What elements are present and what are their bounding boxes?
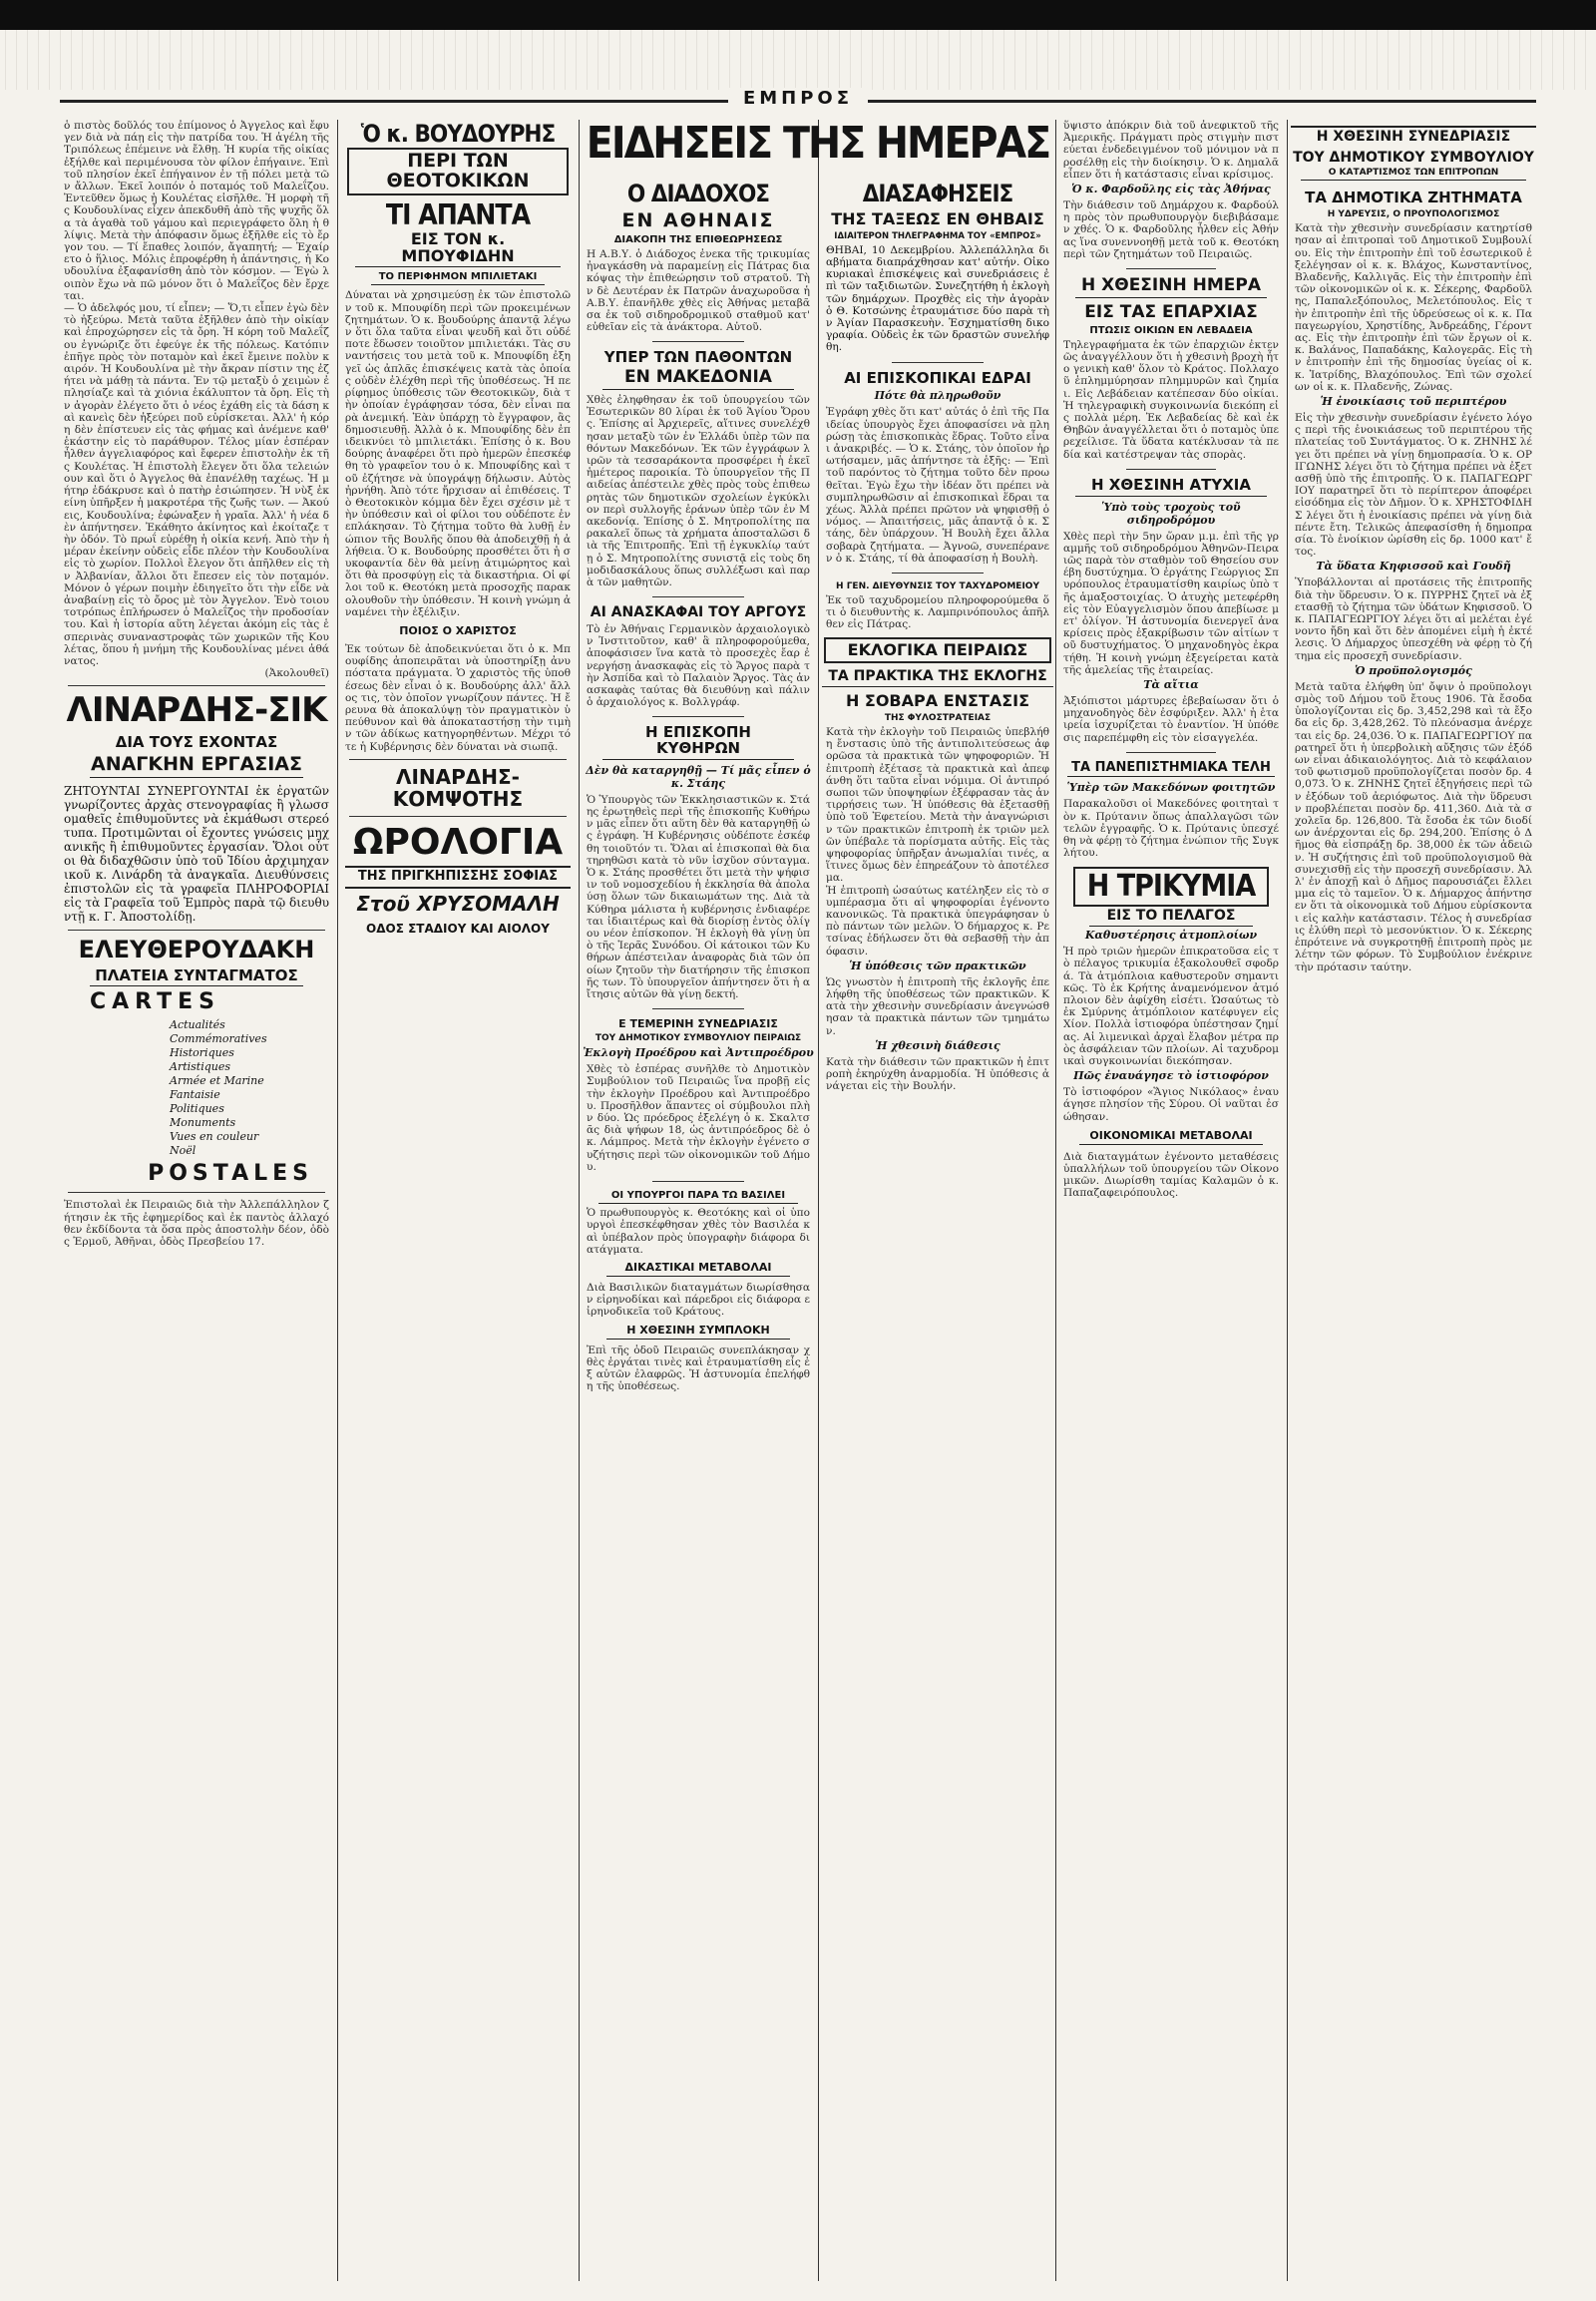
list-item: Vues en couleur	[170, 1130, 259, 1144]
headline-en-athinais: ΕΝ ΑΘΗΝΑΙΣ	[621, 209, 775, 231]
article-kythira-body: Ὁ Ὑπουργὸς τῶν Ἐκκλησιαστικῶν κ. Στάης ἐρωτηθεὶς περὶ τῆς ἐπισκοπῆς Κυθήρων μᾶς εἶπεν ὅτι αὕτη δὲν θὰ καταργηθῇ ὡς ἐγράφη. Ἡ Κυβέρνησις οὐδέποτε ἐσκέφθη τοιοῦτόν τι. Ὅλαι αἱ ἐπισκοπαὶ θὰ διατηρηθῶσι κατὰ τὸ νῦν ἰσχῦον σύνταγμα. Ὁ κ. Στάης προσθέτει ὅτι μετὰ τὴν ψήφισιν τοῦ νομοσχεδίου ἡ ἐκκλησία θὰ ἀπολαύσῃ ὅλων τῶν δικαιωμάτων της. Διὰ τὰ Κύθηρα μάλιστα ἡ κυβέρνησις ἐνδιαφέρεται ἰδιαιτέρως καὶ θὰ διορίσῃ ἐντὸς ὀλίγου νέον ἐπίσκοπον. Ἡ ἐκλογὴ θὰ γίνῃ ὑπὸ τῆς Ἱερᾶς Συνόδου. Οἱ κάτοικοι τῶν Κυθήρων ἀπέστειλαν ἀναφορὰς διὰ τῶν ὁποίων ζητοῦν τὴν διατήρησιν τῆς ἐπισκοπῆς των. Τὸ ὑπουργεῖον ἀπήντησεν ὅτι ἡ αἴτησις αὐτῶν θὰ γίνῃ δεκτή.	[587, 793, 810, 1001]
headline-ypourgoi: ΟΙ ΥΠΟΥΡΓΟΙ ΠΑΡΑ ΤΩ ΒΑΣΙΛΕΙ	[598, 1190, 798, 1204]
subhead-xthesini-diathesis: Ἡ χθεσινὴ διάθεσις	[875, 1038, 1000, 1052]
column-1	[60, 120, 333, 2281]
article-nauagio-body: Τὸ ἱστιοφόρον «Ἅγιος Νικόλαος» ἐναυάγησε πλησίον τῆς Σύρου. Οἱ ναῦται ἐσώθησαν.	[1063, 1086, 1279, 1123]
column-4	[822, 180, 1053, 2281]
subhead-makedones-foitites: Ὑπὲρ τῶν Μακεδόνων φοιτητῶν	[1066, 781, 1276, 795]
ad-orologia-title: ΩΡΟΛΟΓΙΑ	[352, 821, 564, 863]
article-argos-body: Τὸ ἐν Ἀθήναις Γερμανικὸν ἀρχαιολογικὸν Ἰνστιτοῦτον, καθ' ἃ πληροφορούμεθα, ἀποφάσισεν ἵνα κατὰ τὸ προσεχὲς ἔαρ ἐνεργήσῃ ἀνασκαφὰς εἰς τὸ Ἄργος παρὰ τὴν Ἀσπίδα καὶ τὸ Παλαιὸν Ἄργος. Τὰς ἀνασκαφὰς ταύτας θὰ διευθύνῃ καὶ πάλιν ὁ ἀρχαιολόγος κ. Βολλγράφ.	[587, 622, 810, 709]
article-oikonomikai-body: Διὰ διαταγμάτων ἐγένοντο μεταθέσεις ὑπαλλήλων τοῦ ὑπουργείου τῶν Οἰκονομικῶν. Διωρίσθη ταμίας Καλαμῶν ὁ κ. Παπαζαφειρόπουλος.	[1063, 1150, 1279, 1200]
headline-dimotika-zitimata: ΤΑ ΔΗΜΟΤΙΚΑ ΖΗΤΗΜΑΤΑ	[1305, 189, 1522, 207]
column-rule	[1055, 120, 1056, 2281]
masthead	[0, 88, 1596, 116]
subhead-ydreusis: Η ΥΔΡΕΥΣΙΣ, Ο ΠΡΟΥΠΟΛΟΓΙΣΜΟΣ	[1327, 209, 1500, 220]
column-5	[1059, 120, 1283, 2281]
headline-boufidin: ΕΙΣ ΤΟΝ κ. ΜΠΟΥΦΙΔΗΝ	[355, 231, 561, 268]
subhead-ypothesis-praktikon: Ἡ ὑπόθεσις τῶν πρακτικῶν	[849, 959, 1026, 972]
subhead-eklogi: Ἐκλογὴ Προέδρου καὶ Ἀντιπροέδρου	[583, 1046, 814, 1060]
column-rule	[337, 120, 338, 2281]
article-continued-body: ὕψιστο ἀπόκριν διὰ τοῦ ἀνεφικτοῦ τῆς Ἀμερικῆς. Πράγματι πρὸς στιγμὴν πιστεύεται ἐνδεδειγμένον τοῦ μόνιμον νὰ προσέλθῃ εἰς τὴν διοίκησιν. Ὁ κ. Δημαλᾶ εἶπεν ὅτι ἡ κατάστασις εἶναι κρίσιμος.	[1063, 120, 1279, 181]
subhead-diakopi: ΔΙΑΚΟΠΗ ΤΗΣ ΕΠΙΘΕΩΡΗΣΕΩΣ	[613, 233, 783, 245]
headline-episkopikai: ΑΙ ΕΠΙΣΚΟΠΙΚΑΙ ΕΔΡΑΙ	[844, 368, 1031, 387]
subhead-ptosis: ΠΤΩΣΙΣ ΟΙΚΙΩΝ ΕΝ ΛΕΒΑΔΕΙΑ	[1089, 324, 1253, 336]
ad-orologia-address: ΟΔΟΣ ΣΤΑΔΙΟΥ ΚΑΙ ΑΙΟΛΟΥ	[366, 921, 550, 936]
article-diadoxos-body: Η Α.Β.Υ. ὁ Διάδοχος ἐνεκα τῆς τρικυμίας ἠναγκάσθη νὰ παραμείνῃ εἰς Πάτρας διακόψας τὴν ἐπιθεώρησιν τοῦ στρατοῦ. Τὴν δὲ Δευτέραν ἐκ Πατρῶν ἀναχωροῦσα ἡ Α.Β.Υ. ἐπανῆλθε χθὲς εἰς Ἀθήνας μεταβᾶσα ἐκ τοῦ σιδηροδρομικοῦ σταθμοῦ κατ' εὐθεῖαν εἰς τὰ ἀνάκτορα. Αὐτοῦ.	[587, 247, 810, 334]
article-dikastikai-body: Διὰ Βασιλικῶν διαταγμάτων διωρίσθησαν εἰρηνοδίκαι καὶ πάρεδροι εἰς διάφορα εἰρηνοδικεῖα τοῦ Κράτους.	[587, 1281, 810, 1319]
article-thivai-body: ΘΗΒΑΙ, 10 Δεκεμβρίου. Ἀλλεπάλληλα διαβήματα διαπράχθησαν κατ' αὐτήν. Οἰκοκυριακαὶ ἐπισκέψεις καὶ συνεδριάσεις ἐπὶ τῶν ταξιδιωτῶν. Συνεζητήθη ἡ ἐκλογὴ τῶν δημάρχων. Προχθὲς εἰς τὴν ἀγορὰν ὁ Θ. Κοτσώνης ἐτραυμάτισε δύο παρὰ τὴν Ἀγίαν Παρασκευὴν. Ἐσχηματίσθη δικογραφία. Οὐδεὶς ἐκ τῶν δραστῶν συνελήφθη.	[826, 243, 1049, 354]
article-enstasis-body2: Ἡ ἐπιτροπὴ ὡσαύτως κατέληξεν εἰς τὸ συμπέρασμα ὅτι αἱ ψηφοφορίαι ἐγένοντο κανονικῶς. Τὰ πρακτικὰ ὑπεγράφησαν ὑπὸ πάντων τῶν μελῶν. Ὁ δήμαρχος κ. Ρετσίνας ἐδήλωσεν ὅτι θὰ σεβασθῇ τὴν ἀπόφασιν.	[826, 884, 1049, 958]
headline-synedriasis: Ε ΤΕΜΕΡΙΝΗ ΣΥΝΕΔΡΙΑΣΙΣ	[618, 1017, 778, 1031]
subhead-fardoulis: Ὁ κ. Φαρδοῦλης εἰς τὰς Ἀθήνας	[1071, 183, 1271, 196]
headline-diasafiseis: ΔΙΑΣΑΦΗΣΕΙΣ	[862, 180, 1013, 207]
top-black-bar	[0, 0, 1596, 30]
headline-symplokh: Η ΧΘΕΣΙΝΗ ΣΥΜΠΛΟΚΗ	[606, 1324, 790, 1340]
serial-story-intro: ὁ πιστὸς δοῦλός του ἐπίμονος ὁ Ἀγγελος καὶ ἔφυγεν διὰ νὰ πάῃ εἰς τὴν πατρίδα του. Ἡ ἀγέλη τῆς Τριπόλεως ἐπέμεινε νὰ ἔλθῃ. Ἡ κυρία τῆς οἰκίας ἐξήλθε καὶ περιμένουσα τὸν φίλον ἐπήγαινε. Ἐπὶ τοῦ πλησίον ἐκεῖ ἐπήγαινον ἐν τῇ πόλει μετὰ τῶν ἄλλων. Ἐκεῖ λοιπόν ὁ ποταμός τοῦ Μαλεΐζου. Ἐντεῦθεν ὅμως ἡ Κουλέτας εἰσῆλθε. Ἡ μορφὴ τῆς Κουδουλίνας εἶχεν ἀπεκδυθῆ ἀπὸ τῆς ψυχῆς ὅλα τὰ ἀγαθὰ τοῦ γάμου καὶ περιεγράφετο ὅλη ἡ θλίψις. Μετὰ τὴν ἀπόφασιν ὅμως ἐξῆλθε εἰς τὸ ἔργον του. — Τί ἔπαθες λοιπόν, ἄγαπητή; — Ἐχαίρετο ὁ ἥλιος. Μόλις ἐπροφέρθη ἡ ἀπάντησις, ἡ Κουδουλίνα ἐξαφανίσθη ἀπὸ τὸν κόσμον. — Ἐγὼ λοιπὸν ἔχω νὰ πῶ μόνον ὅτι ὁ Μαλεΐζος δὲν ἔρχεται.	[64, 120, 329, 302]
newspaper-name: ΕΜΠΡΟΣ	[728, 88, 868, 109]
headline-atyxia: Η ΧΘΕΣΙΝΗ ΑΤΥΧΙΑ	[1075, 478, 1267, 497]
subhead-plirothoun: Πότε θὰ πληρωθοῦν	[874, 389, 1001, 403]
list-item: Historiques	[170, 1046, 234, 1060]
article-taxydromeiou-body: Ἐκ τοῦ ταχυδρομείου πληροφορούμεθα ὅτι ὁ διευθυντὴς κ. Λαμπρινόπουλος ἀπῆλθεν εἰς Πάτρας.	[826, 594, 1049, 631]
headline-theotokikon: ΠΕΡΙ ΤΩΝ ΘΕΟΤΟΚΙΚΩΝ	[347, 148, 569, 195]
ad-linardis-title: ΛΙΝΑΡΔΗΣ-ΣΙΚ	[66, 690, 327, 731]
headline-enstasis: Η ΣΟΒΑΡΑ ΕΝΣΤΑΣΙΣ	[845, 691, 1030, 711]
serial-story-body: — Ὁ ἀδελφός μου, τί εἶπεν; — Ὅ,τι εἶπεν ἐγὼ δὲν τὸ ἠξεύρω. Μετὰ ταῦτα ἐξῆλθεν ἀπὸ τὴν οἰκίαν καὶ ἐπροχώρησεν εἰς τὰ ὄρη. Ἡ κόρη τοῦ Μαλεΐζου ἐγνώριζε ὅτι ἐφεύγε ἐκ τῆς πόλεως. Κατόπιν ἐπῆγε πρὸς τὸν ποταμὸν καὶ ἐκεῖ ἔμεινε πολὺν καιρόν. Ἡ Κουδουλίνα μὲ τὴν ἄκραν πίστιν της ἐζήτει νὰ μάθῃ τὰ πάντα. Ἐν τῷ μεταξὺ ὁ χειμὼν ἐπλησίαζε καὶ τὰ χιόνια ἐκάλυπτον τὰ ὄρη. Εἰς τὴν ἀγορὰν ἐλέγετο ὅτι ὁ νέος ἐχάθη εἰς τὰ δάση καὶ κανεὶς δὲν ἠξεύρει ποῦ εὑρίσκεται. Ἀλλ' ἡ κόρη δὲν ἐπίστευεν εἰς τὰς φήμας καὶ ἀνέμενε καθ' ἑκάστην εἰς τὸ παράθυρον. Τέλος μίαν ἑσπέραν ἦλθεν ἀγγελιαφόρος καὶ ἔφερεν ἐπιστολὴν ἐκ τῆς Κουλέτας. Ἡ ἐπιστολὴ ἔλεγεν ὅτι ὅλα τελειώνουν καὶ ὅτι ὁ Ἀγγελος θὰ ἐπανέλθῃ ταχέως. Ἡ μήτηρ ἐδάκρυσε καὶ ὁ πατὴρ ἐσιώπησεν. Ἡ νὺξ ἐκείνη ὑπῆρξεν ἡ μακροτέρα τῆς ζωῆς των. — Ἀκούεις, Κουδουλίνα; ἐφώναξεν ἡ γραῖα. Ἀλλ' ἡ νέα δὲν ἀπήντησεν. Ἐκάθητο ἀκίνητος καὶ ἐκοίταζε τὴν ὁδόν. Τὸ πρωΐ εὑρέθη ἡ οἰκία κενή. Ἀπὸ τὴν ἡμέραν ἐκείνην οὐδεὶς εἶδε πλέον τὴν Κουδουλίνα εἰς τὸ χωρίον. Πολλοὶ ἔλεγον ὅτι ἀπῆλθεν εἰς τὴν Ἀλβανίαν, ἄλλοι ὅτι ἔπεσεν εἰς τὸν ποταμόν. Μόνον ὁ γέρων ποιμὴν ἐδιηγεῖτο ὅτι τὴν εἶδε νὰ ἀναβαίνῃ εἰς τὸ ὄρος μὲ τὸν Ἀγγελον. Ἐνὸ τοιουτοτρόπως ἐπλήρωσεν ὁ Μαλεΐζος τὴν προδοσίαν του. Καὶ ἡ ἱστορία αὕτη λέγεται ἀκόμη εἰς τὰς ἑσπερινὰς συναναστροφὰς τῶν χωρικῶν τῆς Κουλέτας, ὅπου ἡ μνήμη τῆς Κουδουλίνας μένει ἀθάνατος.	[64, 302, 329, 667]
article-ypourgoi-body: Ὁ πρωθυπουργὸς κ. Θεοτόκης καὶ οἱ ὑπουργοὶ ἐπεσκέφθησαν χθὲς τὸν Βασιλέα καὶ ὑπέβαλον πρὸς ὑπογραφὴν διάφορα διατάγματα.	[587, 1207, 810, 1256]
subhead-proypologismos: Ὁ προϋπολογισμός	[1355, 663, 1472, 677]
subhead-fylostrateias: ΤΗΣ ΦΥΛΟΣΤΡΑΤΕΙΑΣ	[884, 712, 992, 723]
subhead-ydata: Τὰ ὕδατα Κηφισσοῦ καὶ Γουδῆ	[1316, 560, 1511, 574]
footer-notice: Ἐπιστολαὶ ἐκ Πειραιῶς διὰ τὴν Ἀλλεπάλληλον ζήτησιν ἐκ τῆς ἐφημερίδος καὶ ἐκ παντὸς ἀλλαχόθεν ἐκδίδοντα τὰ ὅσα πρὸς ἀποστολὴν δέον, ὁδὸς Ἐρμοῦ, Ἀθῆναι, ὁδὸς Πρεσβείου 17.	[64, 1199, 329, 1248]
ad-linardis-line1: ΔΙΑ ΤΟΥΣ ΕΧΟΝΤΑΣ	[115, 732, 278, 751]
subhead-atmoploia: Καθυστέρησις ἀτμοπλοίων	[1084, 929, 1258, 943]
headline-dimotikou-symvouliou: ΤΟΥ ΔΗΜΟΤΙΚΟΥ ΣΥΜΒΟΥΛΙΟΥ	[1293, 149, 1534, 166]
subhead-aitia: Τὰ αἴτια	[1143, 677, 1199, 691]
article-synedriasis-body: Χθὲς τὸ ἑσπέρας συνῆλθε τὸ Δημοτικὸν Συμβούλιον τοῦ Πειραιῶς ἵνα προβῇ εἰς τὴν ἐκλογὴν Προέδρου καὶ Ἀντιπροέδρου. Προσῆλθον ἅπαντες οἱ σύμβουλοι πλὴν δύο. Ὡς πρόεδρος ἐξελέγη ὁ κ. Σκαλτσᾶς διὰ ψήφων 18, ὡς ἀντιπρόεδρος δὲ ὁ κ. Λάμπρος. Μετὰ τὴν ἐκλογὴν ἐγένετο συζήτησις περὶ τῶν οἰκονομικῶν τοῦ Δήμου.	[587, 1063, 810, 1173]
main-headline: ΕΙΔΗΣΕΙΣ ΤΗΣ ΗΜΕΡΑΣ	[586, 120, 1050, 169]
list-item: Commémoratives	[170, 1032, 267, 1046]
ad-orologia-sub2: Στοῦ ΧΡΥΣΟΜΑΛΗ	[356, 891, 560, 916]
article-panepistimiaka-body: Παρακαλοῦσι οἱ Μακεδόνες φοιτηταὶ τὸν κ. Πρύτανιν ὅπως ἀπαλλαγῶσι τῶν τελῶν ἐγγραφῆς. Ὁ κ. Πρύτανις ὑπεσχέθη νὰ φέρῃ τὸ ζήτημα ἐνώπιον τῆς Συγκλήτου.	[1063, 798, 1279, 860]
article-diathesis-body: Κατὰ τὴν διάθεσιν τῶν πρακτικῶν ἡ ἐπιτροπὴ ἐκηρύχθη ἀναρμοδία. Ἡ ὑπόθεσις ἀνάγεται εἰς τὴν Βουλήν.	[826, 1055, 1049, 1093]
article-periptero-body: Εἰς τὴν χθεσινὴν συνεδρίασιν ἐγένετο λόγος περὶ τῆς ἐνοικιάσεως τοῦ περιπτέρου τῆς πλατείας τοῦ Συντάγματος. Ὁ κ. ΖΗΝΗΣ λέγει ὅτι πρέπει νὰ γίνῃ δημοπρασία. Ὁ κ. ΟΡΙΓΩΝΗΣ λέγει ὅτι τὸ ζήτημα πρέπει νὰ ἐξετασθῇ ὑπὸ τῆς ἐπιτροπῆς. Ὁ κ. ΠΑΠΑΓΕΩΡΓΙΟΥ παρατηρεῖ ὅτι τὸ περίπτερον ἀποφέρει εἰσόδημα εἰς τὸν Δῆμον. Ὁ κ. ΧΡΗΣΤΟΦΙΔΗΣ λέγει ὅτι ἡ ἐνοικίασις πρέπει νὰ γίνῃ διὰ πέντε ἔτη. Τελικῶς ἀπεφασίσθη ἡ δημοπρασία. Τὸ ἐνοίκιον ὡρίσθη εἰς δρ. 1000 κατ' ἔτος.	[1295, 411, 1532, 559]
article-fardoulis-body: Τὴν διάθεσιν τοῦ Δημάρχου κ. Φαρδούλη πρὸς τὸν πρωθυπουργὸν διεβιβάσαμεν χθές. Ὁ κ. Φαρδοῦλης ἦλθεν εἰς Ἀθήνας ἵνα συνεννοηθῇ μετὰ τοῦ κ. Θεοτόκη περὶ τῶν ζητημάτων τοῦ Πειραιῶς.	[1063, 199, 1279, 260]
article-proypologismos-body: Μετὰ ταῦτα ἐλήφθη ὑπ' ὄψιν ὁ προϋπολογισμὸς τοῦ Δήμου τοῦ ἔτους 1906. Τὰ ἔσοδα ὑπολογίζονται εἰς δρ. 3,452,298 καὶ τὰ ἔξοδα εἰς δρ. 3,428,262. Τὸ πλεόνασμα ἀνέρχεται εἰς δρ. 24,036. Ὁ κ. ΠΑΠΑΓΕΩΡΓΙΟΥ παρατηρεῖ ὅτι ἡ ὑπερβολικὴ αὔξησις τῶν ἐξόδων εἶναι ἀδικαιολόγητος. Διὰ τὸ κεφάλαιον τοῦ φωτισμοῦ προϋπολογίζεται ποσὸν δρ. 40,073. Ὁ κ. ΖΗΝΗΣ ζητεῖ ἐξηγήσεις περὶ τῶν ἐξόδων τοῦ ἀεριόφωτος. Διὰ τὴν ὕδρευσιν προβλέπεται ποσὸν δρ. 411,360. Διὰ τὰ σχολεῖα δρ. 126,800. Τὰ ἔσοδα ἐκ τῶν διοδίων ἀνέρχονται εἰς δρ. 294,200. Ἐπίσης ὁ Δῆμος θὰ εἰσπράξῃ δρ. 38,000 ἐκ τῶν ἀδειῶν. Ἡ συζήτησις ἐπὶ τοῦ προϋπολογισμοῦ θὰ συνεχισθῇ εἰς τὴν προσεχῆ συνεδρίασιν. Ἀλλ' ἐν ἀποχῇ καὶ ὁ Δῆμος παρουσιάζει ἔλλειμμα εἰς τὸ ταμεῖον. Ὁ κ. Δήμαρχος ἀπήντησεν ὅτι τὰ οἰκονομικὰ τοῦ Δήμου εὑρίσκονται εἰς καλὴν κατάστασιν. Τέλος ἡ συνεδρίασις ἐλύθη περὶ τὸ μεσονύκτιον. Ὁ κ. Σέκερης ἐπρότεινε νὰ συγκροτηθῇ ἐπιτροπὴ πρὸς μελέτην τῶν φόρων. Τὸ Συμβούλιον ἐνέκρινε τὴν πρότασιν ταύτην.	[1295, 680, 1532, 973]
headline-xthesini-hmera: Η ΧΘΕΣΙΝΗ ΗΜΕΡΑ	[1075, 277, 1267, 298]
subhead-nauagio: Πῶς ἐναυάγησε τὸ ἱστιοφόρον	[1073, 1069, 1269, 1083]
article-epitropai-body: Κατὰ τὴν χθεσινὴν συνεδρίασιν κατηρτίσθησαν αἱ ἐπιτροπαὶ τοῦ Δημοτικοῦ Συμβουλίου. Εἰς τὴν ἐπιτροπὴν ἐπὶ τοῦ ἐσωτερικοῦ ἐξελέγησαν οἱ κ. κ. Βλάχος, Κωνσταντίνος, Βλαδενῆς, Καλλιγᾶς. Εἰς τὴν ἐπιτροπὴν ἐπὶ τῶν οἰκονομικῶν οἱ κ. κ. Σέκερης, Φαρδοῦλης, Παπαλεξόπουλος, Μελετόπουλος. Εἰς τὴν ἐπιτροπὴν ἐπὶ τῆς ὑδρεύσεως οἱ κ. κ. Παπαγεωργίου, Χρηστίδης, Ἀνδρεάδης, Γέροντας. Εἰς τὴν ἐπιτροπὴν ἐπὶ τῶν ἔργων οἱ κ. κ. Βαλάνος, Παπαδάκης, Καλογερᾶς. Εἰς τὴν ἐπιτροπὴν ἐπὶ τῆς δημοσίας ὑγείας οἱ κ. κ. Ἰατρίδης, Βλαχόπουλος. Ἐπὶ τῶν σχολείων οἱ κ. κ. Πλαδενῆς, Ζώνας.	[1295, 222, 1532, 393]
article-eparxias-body: Τηλεγραφήματα ἐκ τῶν ἐπαρχιῶν ἐκτενῶς ἀναγγέλλουν ὅτι ἡ χθεσινὴ βροχὴ ἦτο γενικὴ καθ' ὅλον τὸ Κράτος. Πολλαχοῦ ἐπλημμύρησαν πλημμυρῶν καὶ ζημίαι. Εἰς Λεβάδειαν κατέπεσαν δύο οἰκίαι. Ἡ τηλεγραφικὴ συγκοινωνία διεκόπη εἰς πολλὰ μέρη. Ἐκ Λεβαδείας δὲ καὶ ἐκ Θηβῶν ἀναγγέλλεται ὅτι ὁ ποταμὸς ὑπερεχείλισε. Τὰ ὕδατα κατέκλυσαν τὰ πεδία καὶ κατέστρεψαν τὰς σπορὰς.	[1063, 338, 1279, 461]
article-enstasis-body: Κατὰ τὴν ἐκλογὴν τοῦ Πειραιῶς ὑπεβλήθη ἔνστασις ὑπὸ τῆς ἀντιπολιτεύσεως ἀφορῶσα τὰ πρακτικὰ τῶν ψηφοφοριῶν. Ἡ ἐπιτροπὴ ἐξέτασε τὰ πρακτικὰ καὶ ἀπεφάνθη ὅτι ταῦτα εἶναι νόμιμα. Οἱ ἀντιπρόσωποι τῶν ὑποψηφίων ἐξέφρασαν τὰς ἀντιρρήσεις των. Ἡ ὑπόθεσις θὰ ἐξετασθῇ ὑπὸ τοῦ Ἐφετείου. Μετὰ τὴν ἀναγνώρισιν τῶν πρακτικῶν ἐπιτροπὴ ἐκ τριῶν μελῶν ὑπέβαλε τὰ πορίσματα αὐτῆς. Εἰς τὰς ψηφοφορίας ὑπῆρξαν ἀνωμαλίαι τινές, αἵτινες ὅμως δὲν ἐπηρεάζουν τὸ ἀποτέλεσμα.	[826, 725, 1049, 885]
column-rule	[579, 120, 580, 2281]
headline-eparxias: ΕΙΣ ΤΑΣ ΕΠΑΡΧΙΑΣ	[1084, 301, 1258, 322]
list-item: Politiques	[170, 1102, 224, 1116]
ad-linardis-kompsotis: ΛΙΝΑΡΔΗΣ-ΚΟΜΨΟΤΗΣ	[392, 764, 524, 811]
article-voudouris-body: Δύναται νὰ χρησιμεύσῃ ἐκ τῶν ἐπιστολῶν τοῦ κ. Μπουφίδη περὶ τῶν προκειμένων ζητημάτων. Ὁ κ. Βουδούρης ἀπαντᾷ λέγων ὅτι ὅλα ταῦτα εἶναι ψευδῆ καὶ ὅτι οὐδέποτε ἔδωσεν τοιοῦτον μπιλιετάκι. Τὰς συναντήσεις του μετὰ τοῦ κ. Μπουφίδη ἐξηγεῖ ὡς ἀπλᾶς ἐπισκέψεις κατὰ τὰς ὁποίας οὐδὲν ἐλέχθη περὶ τῆς ὑποθέσεως. Ἡ περίφημος ὑπόθεσις τῶν Θεοτοκικῶν, διὰ τὴν ὁποίαν ἐγράφησαν τόσα, δὲν εἶναι παρὰ ἀνεμική. Ἐὰν ὑπάρχῃ τὸ ἔγγραφον, ἂς δημοσιευθῇ. Ἀλλὰ ὁ κ. Μπουφίδης δὲν ἐπιδεικνύει τὸ μπιλιετάκι. Ἐπίσης ὁ κ. Βουδούρης ἀναφέρει ὅτι πρὸ ἡμερῶν ἐπεσκέφθη τὸ γραφεῖον του ὁ κ. Μπουφίδης καὶ τοῦ ἐζήτησε νὰ ὑπογράψῃ δήλωσιν. Αὐτὸς ἠρνήθη. Ἀπὸ τότε ἤρχισαν αἱ ἐπιθέσεις. Τὸ Θεοτοκικὸν κόμμα δὲν ἔχει σχέσιν μὲ τὴν ὑπόθεσιν καὶ οἱ φίλοι του οὐδέποτε ἐνεπλάκησαν. Τὸ ζήτημα τοῦτο θὰ λυθῇ ἐνώπιον τῆς Βουλῆς ὅπου θὰ ἀποδειχθῇ ἡ ἀλήθεια. Ὁ κ. Βουδούρης προσθέτει ὅτι ἡ συκοφαντία δὲν θὰ μείνῃ ἀτιμώρητος καὶ ὅτι θὰ προσφύγῃ εἰς τὰ δικαστήρια. Οἱ φίλοι τοῦ κ. Θεοτόκη μετὰ προσοχῆς παρακολουθοῦν τὴν ὑπόθεσιν. Ἡ κοινὴ γνώμη ἀναμένει τὴν ἐξέλιξιν.	[345, 289, 571, 618]
ad-orologia-sub1: ΤΗΣ ΠΡΙΓΚΗΠΙΣΣΗΣ ΣΟΦΙΑΣ	[345, 866, 571, 888]
column-rule	[818, 120, 819, 2281]
headline-trikymia: Η ΤΡΙΚΥΜΙΑ	[1073, 867, 1269, 907]
headline-kythira: Η ΕΠΙΣΚΟΠΗ ΚΥΘΗΡΩΝ	[602, 725, 794, 760]
article-episkopikai-body: Ἐγράφη χθὲς ὅτι κατ' αὐτάς ὁ ἐπὶ τῆς Παιδείας ὑπουργὸς ἔχει ἀποφασίσει νὰ πληρώσῃ τὰς ἐπισκοπικὰς ἕδρας. Τοῦτο εἶναι ἀνακριβές. — Ὁ κ. Στάης, τὸν ὁποῖον ἠρωτήσαμεν, μᾶς ἀπήντησε τὰ ἑξῆς: — Ἐπὶ τοῦ παρόντος τὸ ζήτημα τοῦτο δὲν προωθεῖται. Ἐγὼ ἔχω τὴν ἰδέαν ὅτι πρέπει νὰ συμπληρωθῶσιν αἱ ἐπισκοπικαὶ ἕδραι ταχέως. Ἀλλὰ πρέπει πρῶτον νὰ ψηφισθῇ ὁ νόμος. — Ἀπαιτήσεις, μᾶς ἀπαντᾷ ὁ κ. Στάης, δὲν ὑπάρχουν. Ἡ Βουλὴ ἔχει ἄλλα σοβαρὰ ζητήματα. — Ἀγνοῶ, συνεπέρανεν ὁ κ. Στάης, τί θὰ ἀποφασίσῃ ἡ Βουλὴ.	[826, 406, 1049, 565]
article-aitia-body: Ἀξιόπιστοι μάρτυρες ἐβεβαίωσαν ὅτι ὁ μηχανοδηγὸς δὲν ἐσφύριξεν. Ἀλλ' ἡ ἑταιρεία ἰσχυρίζεται τὸ ἐναντίον. Ἡ ὑπόθεσις παρεπέμφθη εἰς τὸν εἰσαγγελέα.	[1063, 694, 1279, 744]
print-noise-band	[0, 30, 1596, 90]
article-charistos-body: Ἐκ τούτων δὲ ἀποδεικνύεται ὅτι ὁ κ. Μπουφίδης ἀποπειρᾶται νὰ ὑποστηρίξῃ ἀνυπόστατα πράγματα. Ὁ χαριστὸς τῆς ὑποθέσεως δὲν εἶναι ὁ κ. Βουδούρης ἀλλ' ἄλλος τις, τὸν ὁποῖον γνωρίζουν πάντες. Ἡ ἔρευνα θὰ ἀποκαλύψῃ τὸν πραγματικὸν ὑπεύθυνον καὶ θὰ ἀποκαταστήσῃ τὴν τιμὴν τῶν ἀδίκως κατηγορηθέντων. Μέχρι τότε ἡ Κυβέρνησις δὲν δύναται νὰ σιωπᾷ.	[345, 642, 571, 753]
headline-makedonia: ΕΝ ΜΑΚΕΔΟΝΙΑ	[602, 369, 794, 390]
ad-eleftheroudakis-title: ΕΛΕΥΘΕΡΟΥΔΑΚΗ	[78, 936, 315, 964]
subhead-periptero: Ἡ ἐνοικίασις τοῦ περιπτέρου	[1320, 394, 1507, 408]
headline-taxydromeiou: Η ΓΕΝ. ΔΙΕΥΘΥΝΣΙΣ ΤΟΥ ΤΑΧΥΔΡΟΜΕΙΟΥ	[836, 581, 1039, 592]
list-item: Monuments	[170, 1116, 236, 1130]
article-trikymia-body: Ἡ πρὸ τριῶν ἡμερῶν ἐπικρατοῦσα εἰς τὸ πέλαγος τρικυμία ἐξακολουθεῖ σφοδρά. Τὰ ἀτμόπλοια καθυστεροῦν σημαντικῶς. Τὸ ἐκ Κρήτης ἀναμενόμενον ἀτμόπλοιον δὲν ἀφίχθη εἰσέτι. Ὡσαύτως τὸ ἐκ Σμύρνης ἀτμόπλοιον κατέφυγεν εἰς Χίον. Πολλὰ ἱστιοφόρα ὑπέστησαν ζημίας. Αἱ λιμενικαὶ ἀρχαὶ ἔλαβον μέτρα πρὸς ἀσφάλειαν τῶν πλοίων. Αἱ ταχυδρομικαὶ συγκοινωνίαι διεκόπησαν.	[1063, 946, 1279, 1067]
headline-dikastikai: ΔΙΚΑΣΤΙΚΑΙ ΜΕΤΑΒΟΛΑΙ	[606, 1261, 790, 1277]
subhead-kythira: Δὲν θὰ καταργηθῇ — Τί μᾶς εἶπεν ὁ κ. Στάης	[586, 763, 811, 790]
ad-postales: POSTALES	[148, 1161, 313, 1187]
column-3	[583, 180, 814, 2281]
headline-thivais: ΤΗΣ ΤΑΞΕΩΣ ΕΝ ΘΗΒΑΙΣ	[831, 209, 1044, 228]
subhead-biletaki: ΤΟ ΠΕΡΙΦΗΜΟΝ ΜΠΙΛΙΕΤΑΚΙ	[371, 271, 545, 285]
list-item: Artistiques	[170, 1060, 231, 1074]
serial-continued: (Ἀκολουθεῖ)	[264, 667, 329, 680]
headline-argos: ΑΙ ΑΝΑΣΚΑΦΑΙ ΤΟΥ ΑΡΓΟΥΣ	[590, 604, 807, 621]
subhead-charistos: ΠΟΙΟΣ Ο ΧΑΡΙΣΤΟΣ	[399, 623, 517, 637]
headline-pathonton: ΥΠΕΡ ΤΩΝ ΠΑΘΟΝΤΩΝ	[603, 348, 793, 367]
list-item: Actualités	[170, 1018, 225, 1032]
headline-voudouris: Ὁ κ. ΒΟΥΔΟΥΡΗΣ	[360, 120, 556, 148]
subhead-tilegrafima: ΙΔΙΑΙΤΕΡΟΝ ΤΗΛΕΓΡΑΦΗΜΑ ΤΟΥ «ΕΜΠΡΟΣ»	[834, 230, 1041, 241]
subhead-dimotikou: ΤΟΥ ΔΗΜΟΤΙΚΟΥ ΣΥΜΒΟΥΛΙΟΥ ΠΕΙΡΑΙΩΣ	[595, 1033, 802, 1044]
headline-xthesini-synedriasis: Η ΧΘΕΣΙΝΗ ΣΥΝΕΔΡΙΑΣΙΣ	[1291, 126, 1536, 145]
headline-pelagos: ΕΙΣ ΤΟ ΠΕΛΑΓΟΣ	[1089, 909, 1253, 927]
ad-cartes: CARTES	[90, 989, 221, 1015]
subhead-trochoi: Ὑπὸ τοὺς τροχοὺς τοῦ σιδηροδρόμου	[1101, 500, 1241, 527]
headline-eklogika: ΕΚΛΟΓΙΚΑ ΠΕΙΡΑΙΩΣ	[824, 637, 1051, 664]
article-symplokh-body: Ἐπὶ τῆς ὁδοῦ Πειραιῶς συνεπλάκησαν χθὲς ἐργάται τινὲς καὶ ἐτραυματίσθη εἷς ἐξ αὐτῶν ἐλαφρῶς. Ἡ ἀστυνομία ἐπελήφθη τῆς ὑποθέσεως.	[587, 1343, 810, 1393]
ad-linardis-line2: ΑΝΑΓΚΗΝ ΕΡΓΑΣΙΑΣ	[90, 754, 303, 778]
column-2	[341, 120, 575, 2281]
ad-linardis-text: ΖΗΤΟΥΝΤΑΙ ΣΥΝΕΡΓΟΥΝΤΑΙ ἐκ ἐργατῶν γνωρίζοντες ἀρχὰς στενογραφίας ἢ γλωσσομαθεῖς ἐπιθυμοῦντες νὰ ἐκμάθωσι στερεότυπα. Προτιμῶνται οἱ ἔχοντες γνώσεις μηχανικῆς ἢ ἐπιθυμοῦντες ἐργασίαν. Ὅλοι οὗτοι θὰ διδαχθῶσιν ὑπὸ τοῦ Ἰδίου ἀρχιμηχανικοῦ κ. Λινάρδη τὰ ἀναγκαῖα. Διευθύνσεις ἐπιστολῶν εἰς τὰ γραφεῖα ΠΛΗΡΟΦΟΡΙΑΙ εἰς τὰ Γραφεῖα τοῦ Ἐμπρὸς παρὰ τῷ διευθυντῇ κ. Γ. Ἀποστολίδῃ.	[64, 784, 329, 925]
list-item: Fantaisie	[170, 1088, 220, 1102]
column-rule	[1287, 120, 1288, 2281]
subhead-katartismos: Ο ΚΑΤΑΡΤΙΣΜΟΣ ΤΩΝ ΕΠΙΤΡΟΠΩΝ	[1301, 168, 1526, 181]
article-makedonia-body: Χθὲς ἐληφθησαν ἐκ τοῦ ὑπουργείου τῶν Ἐσωτερικῶν 80 λίραι ἐκ τοῦ Ἁγίου Ὄρους. Ἐπίσης αἱ Ἀρχιερεῖς, αἵτινες συνελέχθησαν μεταξὺ τῶν ἐν Ἑλλάδι ὑπὲρ τῶν παθόντων Μακεδόνων. Ἐκ τῶν ἐγγράφων λιρῶν τὰ τεσσαράκοντα προσφέρει ἡ ἐκεῖ ἡμέτερος παροικία. Τὸ ὑπουργεῖον τῆς Παιδείας ἀπέστειλε χθὲς πρὸς τοὺς ἐπιθεωρητὰς τῶν δημοτικῶν σχολείων ἐγκύκλιον περὶ συλλογῆς ἐράνων ὑπὲρ τῶν ἐν Μακεδονίᾳ. Ἐπίσης ὁ Σ. Μητροπολίτης παρακαλεῖ ὅπως τὰ χρήματα ἀποσταλῶσι διὰ τῆς Ἐπιτροπῆς. Ἐπὶ τῇ ἐγκυκλίῳ ταύτῃ ὁ Σ. Μητροπολίτης συνιστᾷ εἰς τοὺς δημοδιδασκάλους ὅπως συλλέξωσι καὶ παρὰ τῶν μαθητῶν.	[587, 393, 810, 588]
headline-oikonomikai: ΟΙΚΟΝΟΜΙΚΑΙ ΜΕΤΑΒΟΛΑΙ	[1079, 1129, 1263, 1145]
article-atyxia-body: Χθὲς περὶ τὴν 5ην ὥραν μ.μ. ἐπὶ τῆς γραμμῆς τοῦ σιδηροδρόμου Ἀθηνῶν-Πειραιῶς παρὰ τὸν σταθμὸν τοῦ Θησείου συνέβη δυστύχημα. Ὁ ἐργάτης Γεώργιος Σπυρόπουλος ἐτραυματίσθη καιρίως ὑπὸ τῆς ἁμαξοστοιχίας. Ὁ ἀτυχὴς μετεφέρθη εἰς τὸν Εὐαγγελισμὸν ὅπου ἀπεβίωσε μετ' ὀλίγον. Ἡ ἀστυνομία διενεργεῖ ἀνακρίσεις πρὸς ἐξακρίβωσιν τῶν αἰτίων τοῦ δυστυχήματος. Ὁ μηχανοδηγὸς ἐκρατήθη. Ἡ κοινὴ γνώμη ἐξεγείρεται κατὰ τῆς ἀμελείας τῆς ἑταιρείας.	[1063, 530, 1279, 676]
list-item: Noël	[170, 1144, 197, 1158]
headline-diadoxos: Ο ΔΙΑΔΟΧΟΣ	[626, 180, 770, 207]
article-ydata-body: Ὑποβάλλονται αἱ προτάσεις τῆς ἐπιτροπῆς διὰ τὴν ὕδρευσιν. Ὁ κ. ΠΥΡΡΗΣ ζητεῖ νὰ ἐξετασθῇ τὸ ζήτημα τῶν ὑδάτων Κηφισσοῦ. Ὁ κ. ΠΑΠΑΓΕΩΡΓΙΟΥ λέγει ὅτι αἱ μελέται ἐγένοντο ἤδη καὶ ὅτι δὲν ἀπομένει εἰμὴ ἡ ἐκτέλεσις. Ὁ Δήμαρχος ὑπεσχέθη νὰ φέρῃ τὸ ζήτημα εἰς προσεχῆ συνεδρίασιν.	[1295, 576, 1532, 662]
headline-praktika: ΤΑ ΠΡΑΚΤΙΚΑ ΤΗΣ ΕΚΛΟΓΗΣ	[822, 669, 1053, 687]
article-praktika-body: Ὡς γνωστὸν ἡ ἐπιτροπὴ τῆς ἐκλογῆς ἐπελήφθη τῆς ὑποθέσεως τῶν πρακτικῶν. Κατὰ τὴν χθεσινὴν συνεδρίασιν ἀνεγνώσθησαν τὰ πρακτικὰ πάντων τῶν τμημάτων.	[826, 975, 1049, 1037]
ad-cartes-list	[60, 1018, 333, 1158]
headline-panepistimiaka: ΤΑ ΠΑΝΕΠΙΣΤΗΜΙΑΚΑ ΤΕΛΗ	[1067, 761, 1275, 778]
ad-eleftheroudakis-sub: ΠΛΑΤΕΙΑ ΣΥΝΤΑΓΜΑΤΟΣ	[90, 967, 303, 987]
column-6	[1291, 120, 1536, 2281]
list-item: Armée et Marine	[170, 1074, 264, 1088]
headline-ti-apanta: ΤΙ ΑΠΑΝΤΑ	[385, 197, 531, 231]
